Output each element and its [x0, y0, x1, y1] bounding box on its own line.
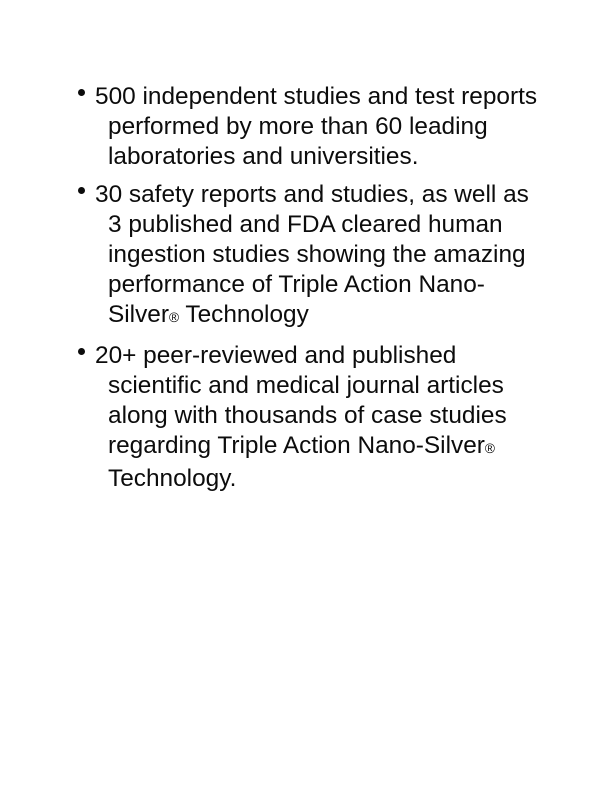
bullet-text-line: 500 independent studies and test reports [95, 83, 538, 110]
bullet-text-line: regarding Triple Action Nano-Silver® [108, 432, 495, 459]
registered-trademark-symbol: ® [169, 310, 180, 325]
bullet-text-line: 3 published and FDA cleared human [108, 211, 503, 238]
bullet-item-safety-reports [77, 180, 557, 333]
bullet-list [77, 82, 557, 502]
registered-trademark-symbol: ® [484, 441, 495, 456]
bullet-text-line: performed by more than 60 leading [108, 113, 488, 140]
bullet-text-line: scientific and medical journal articles [108, 372, 504, 399]
bullet-dot-icon [78, 89, 85, 96]
bullet-text-line: 30 safety reports and studies, as well as [95, 181, 529, 208]
bullet-text-line: Technology. [108, 465, 237, 492]
bullet-item-studies [77, 82, 557, 172]
bullet-dot-icon [78, 187, 85, 194]
bullet-item-journal-articles [77, 341, 557, 494]
bullet-text-line: 20+ peer-reviewed and published [95, 342, 457, 369]
bullet-text-line: laboratories and universities. [108, 143, 419, 170]
bullet-text-line: along with thousands of case studies [108, 402, 507, 429]
bullet-text-line: Silver® Technology [108, 301, 309, 328]
bullet-text-line: ingestion studies showing the amazing [108, 241, 526, 268]
bullet-text-line: performance of Triple Action Nano- [108, 271, 485, 298]
bullet-dot-icon [78, 348, 85, 355]
